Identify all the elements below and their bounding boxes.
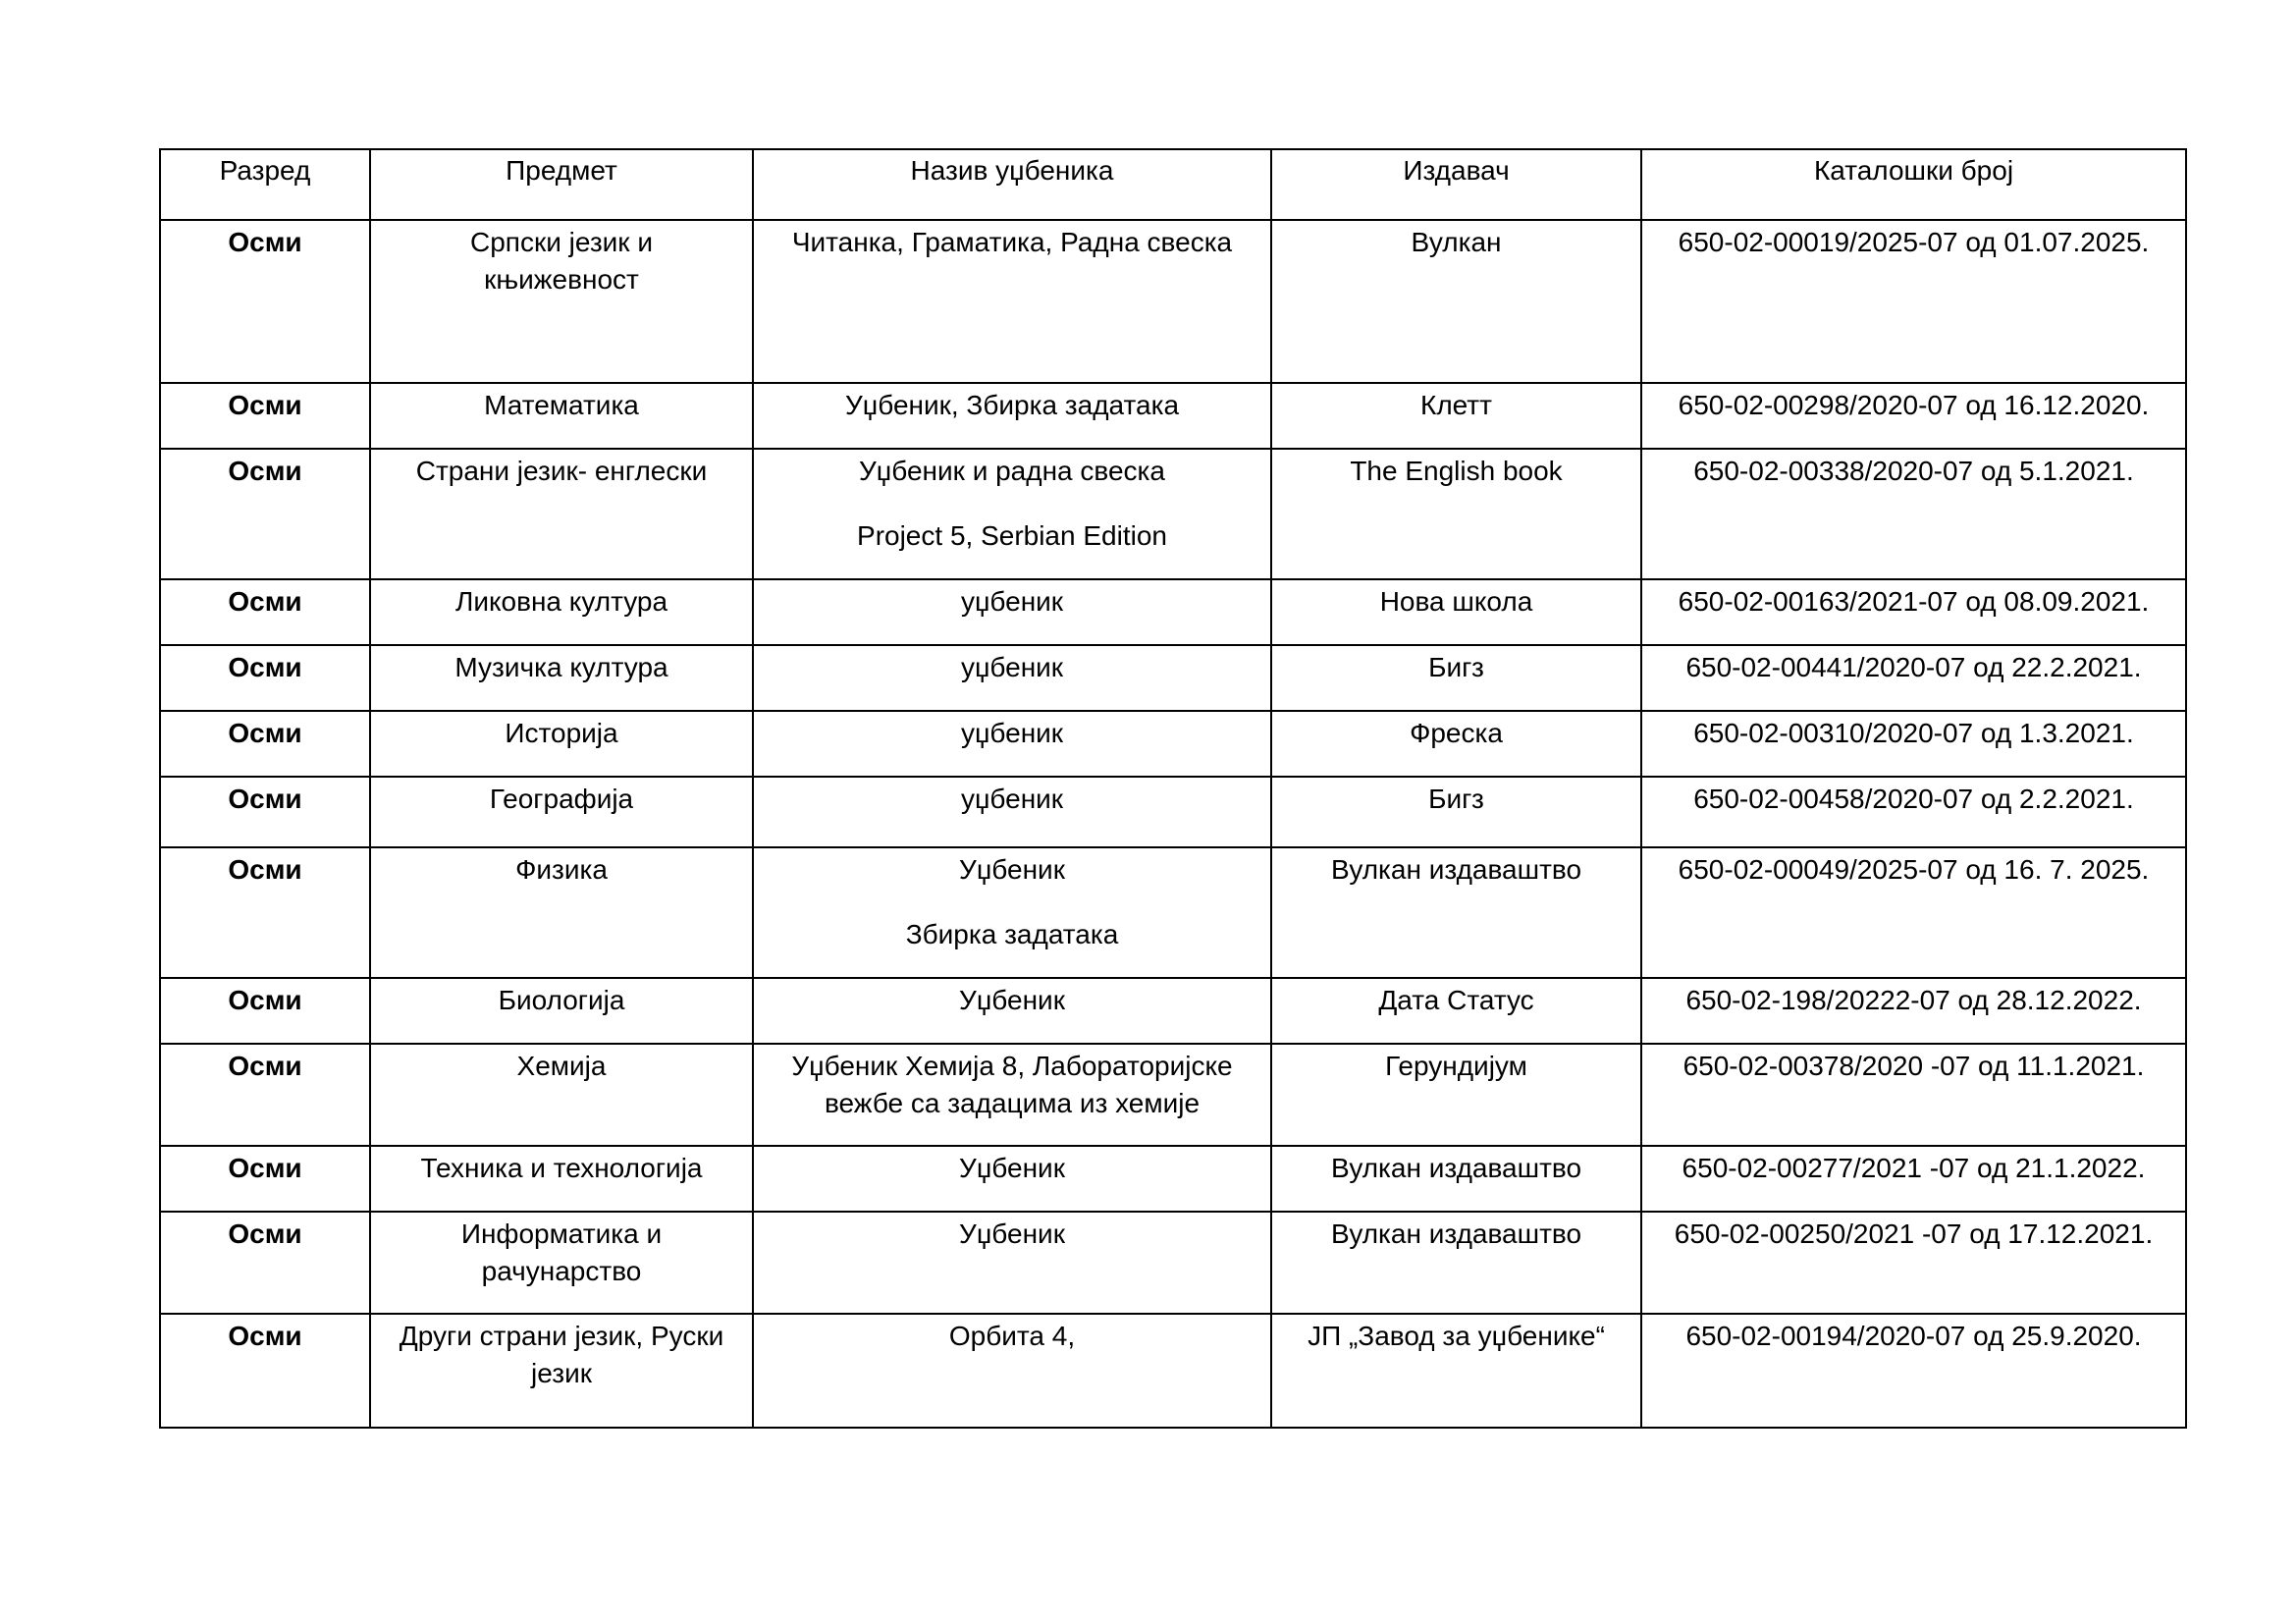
cell-grade: Осми — [160, 383, 370, 449]
cell-subject — [370, 383, 753, 449]
cell-grade: Осми — [160, 579, 370, 645]
cell-catalog: 650-02-00250/2021 -07 од 17.12.2021. — [1641, 1212, 2186, 1314]
table-row — [160, 1044, 2186, 1146]
table-row — [160, 1146, 2186, 1212]
table-row — [160, 383, 2186, 449]
cell-text-line: Математика — [484, 390, 639, 420]
textbook-table — [159, 148, 2187, 1429]
cell-title — [753, 220, 1271, 383]
cell-text-line: Други страни језик, Руски — [399, 1321, 724, 1351]
cell-text-line: језик — [531, 1358, 592, 1388]
cell-catalog: 650-02-00049/2025-07 од 16. 7. 2025. — [1641, 847, 2186, 978]
cell-title — [753, 1044, 1271, 1146]
cell-title — [753, 1314, 1271, 1428]
cell-text-line: Збирка задатака — [905, 919, 1119, 949]
cell-text-line: Орбита 4, — [948, 1321, 1076, 1351]
cell-subject — [370, 978, 753, 1044]
cell-catalog: 650-02-00338/2020-07 од 5.1.2021. — [1641, 449, 2186, 579]
cell-text-line: Уџбеник — [959, 1218, 1065, 1249]
table-row — [160, 847, 2186, 978]
cell-publisher: Нова школа — [1271, 579, 1641, 645]
cell-text-line: Ликовна култура — [454, 586, 668, 617]
cell-publisher: Клетт — [1271, 383, 1641, 449]
cell-publisher: Вулкан издаваштво — [1271, 1146, 1641, 1212]
table-row — [160, 711, 2186, 777]
table-row — [160, 449, 2186, 579]
table-row — [160, 1212, 2186, 1314]
cell-grade: Осми — [160, 1314, 370, 1428]
cell-catalog: 650-02-00298/2020-07 од 16.12.2020. — [1641, 383, 2186, 449]
table-row — [160, 645, 2186, 711]
cell-text-line: Уџбеник, Збирка задатака — [844, 390, 1180, 420]
cell-text-line: Страни језик- енглески — [415, 456, 708, 486]
cell-title — [753, 978, 1271, 1044]
header-row — [160, 149, 2186, 220]
cell-text-line: Српски језик и — [470, 227, 653, 257]
cell-catalog: 650-02-00458/2020-07 од 2.2.2021. — [1641, 777, 2186, 847]
cell-subject — [370, 1314, 753, 1428]
cell-text-line: Историја — [505, 718, 618, 748]
cell-text-line: Читанка, Граматика, Радна свеска — [791, 227, 1233, 257]
cell-publisher: Вулкан издаваштво — [1271, 1212, 1641, 1314]
cell-subject — [370, 1044, 753, 1146]
cell-text-line: Географија — [489, 784, 634, 814]
cell-text-line: Уџбеник — [959, 985, 1065, 1015]
cell-catalog: 650-02-00378/2020 -07 од 11.1.2021. — [1641, 1044, 2186, 1146]
cell-text-line: Уџбеник — [959, 1153, 1065, 1183]
cell-title — [753, 449, 1271, 579]
cell-subject — [370, 579, 753, 645]
cell-text-line: уџбеник — [960, 652, 1064, 682]
cell-catalog: 650-02-00163/2021-07 од 08.09.2021. — [1641, 579, 2186, 645]
cell-text-line: вежбе са задацима из хемије — [824, 1088, 1201, 1118]
cell-catalog: 650-02-00277/2021 -07 од 21.1.2022. — [1641, 1146, 2186, 1212]
cell-grade: Осми — [160, 1044, 370, 1146]
table-header — [160, 149, 2186, 220]
cell-title — [753, 777, 1271, 847]
cell-title — [753, 1146, 1271, 1212]
cell-text-line: Project 5, Serbian Edition — [857, 520, 1167, 551]
cell-catalog: 650-02-00194/2020-07 од 25.9.2020. — [1641, 1314, 2186, 1428]
cell-text-line: уџбеник — [960, 784, 1064, 814]
cell-grade: Осми — [160, 449, 370, 579]
header-subject: Предмет — [370, 149, 753, 220]
cell-subject — [370, 645, 753, 711]
cell-subject — [370, 777, 753, 847]
cell-catalog: 650-02-198/20222-07 од 28.12.2022. — [1641, 978, 2186, 1044]
header-title: Назив уџбеника — [753, 149, 1271, 220]
cell-grade: Осми — [160, 645, 370, 711]
cell-catalog: 650-02-00441/2020-07 од 22.2.2021. — [1641, 645, 2186, 711]
cell-publisher: Фреска — [1271, 711, 1641, 777]
cell-title — [753, 711, 1271, 777]
cell-text-line: рачунарство — [481, 1256, 642, 1286]
cell-text-line: Физика — [515, 854, 608, 885]
cell-grade: Осми — [160, 220, 370, 383]
table-row — [160, 220, 2186, 383]
cell-publisher: Бигз — [1271, 777, 1641, 847]
cell-subject — [370, 220, 753, 383]
cell-subject — [370, 711, 753, 777]
cell-text-line: Музичка култура — [454, 652, 668, 682]
cell-text-line: Техника и технологија — [420, 1153, 703, 1183]
cell-text-line: Биологија — [498, 985, 625, 1015]
cell-grade: Осми — [160, 1212, 370, 1314]
cell-text-line: Уџбеник и радна свеска — [859, 456, 1165, 486]
cell-publisher: Вулкан — [1271, 220, 1641, 383]
cell-title — [753, 383, 1271, 449]
cell-text-line: књижевност — [484, 264, 639, 295]
header-grade: Разред — [160, 149, 370, 220]
cell-publisher: The English book — [1271, 449, 1641, 579]
cell-text-line: уџбеник — [960, 586, 1064, 617]
table-row — [160, 1314, 2186, 1428]
cell-publisher: Герундијум — [1271, 1044, 1641, 1146]
table-row — [160, 777, 2186, 847]
header-catalog: Каталошки број — [1641, 149, 2186, 220]
cell-text-line: уџбеник — [960, 718, 1064, 748]
cell-text-line: Информатика и — [460, 1218, 663, 1249]
cell-grade: Осми — [160, 711, 370, 777]
cell-publisher: Дата Статус — [1271, 978, 1641, 1044]
cell-grade: Осми — [160, 978, 370, 1044]
cell-title — [753, 645, 1271, 711]
cell-grade: Осми — [160, 847, 370, 978]
header-publisher: Издавач — [1271, 149, 1641, 220]
cell-publisher: ЈП „Завод за уџбенике“ — [1271, 1314, 1641, 1428]
cell-subject — [370, 847, 753, 978]
cell-title — [753, 579, 1271, 645]
cell-title — [753, 1212, 1271, 1314]
cell-grade: Осми — [160, 1146, 370, 1212]
table-row — [160, 579, 2186, 645]
cell-subject — [370, 1212, 753, 1314]
table-row — [160, 978, 2186, 1044]
cell-text-line: Уџбеник — [959, 854, 1065, 885]
cell-subject — [370, 449, 753, 579]
cell-catalog: 650-02-00019/2025-07 од 01.07.2025. — [1641, 220, 2186, 383]
cell-text-line: Уџбеник Хемија 8, Лабораторијске — [791, 1051, 1233, 1081]
cell-text-line: Хемија — [516, 1051, 607, 1081]
cell-grade: Осми — [160, 777, 370, 847]
cell-title — [753, 847, 1271, 978]
cell-catalog: 650-02-00310/2020-07 од 1.3.2021. — [1641, 711, 2186, 777]
table-body — [160, 220, 2186, 1428]
cell-publisher: Бигз — [1271, 645, 1641, 711]
cell-subject — [370, 1146, 753, 1212]
cell-publisher: Вулкан издаваштво — [1271, 847, 1641, 978]
